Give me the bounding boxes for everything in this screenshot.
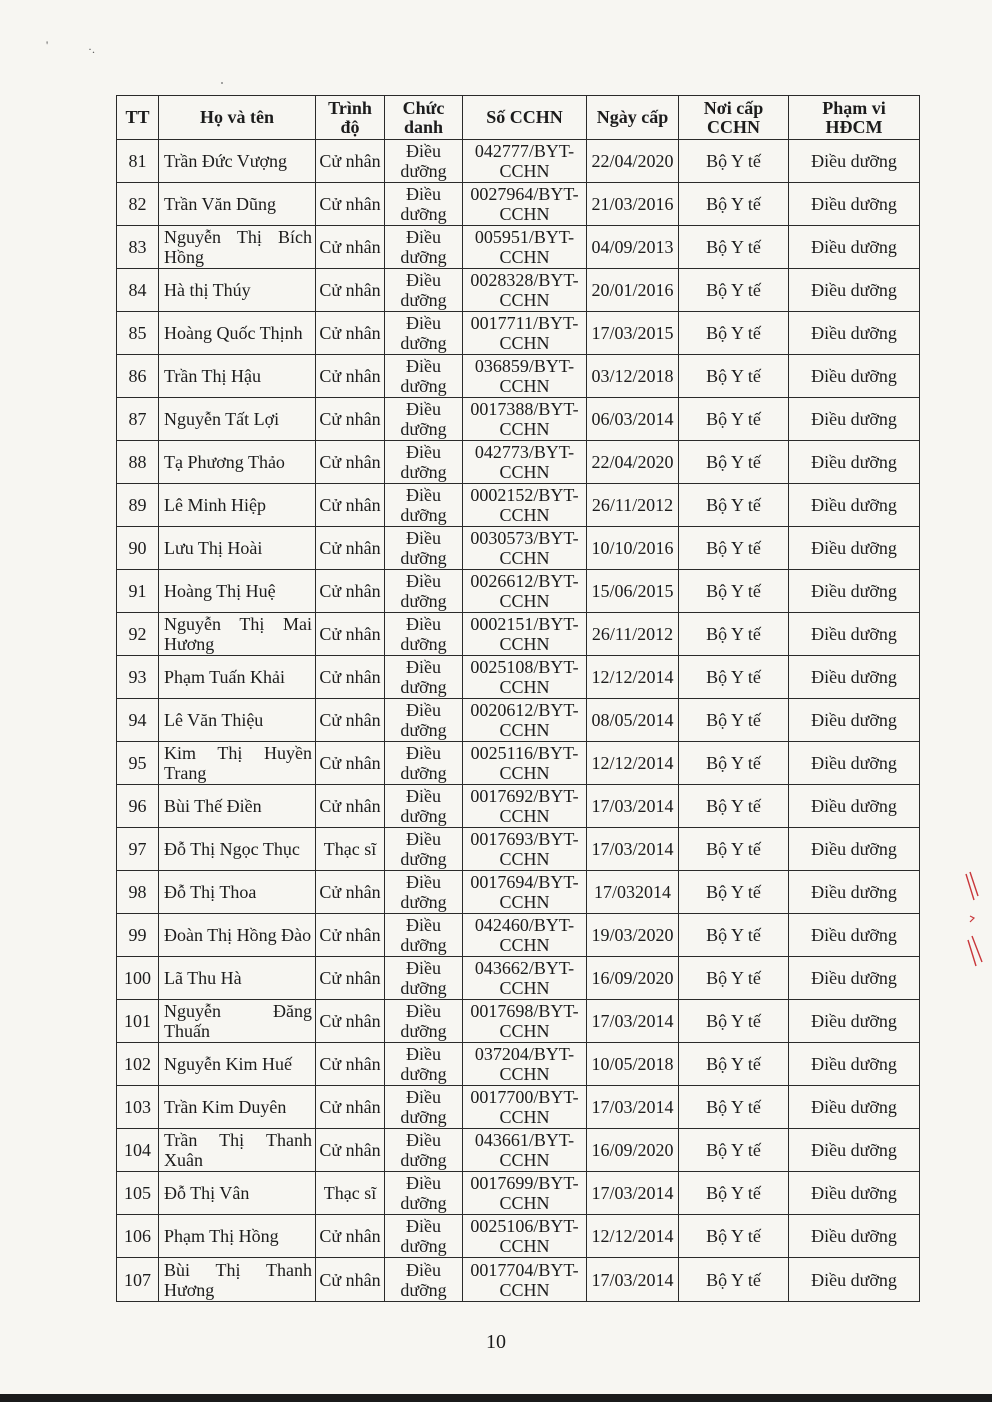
cell-level: Cử nhân	[316, 1215, 385, 1258]
table-row	[117, 484, 920, 527]
cell-tt: 95	[117, 742, 159, 785]
cell-scope: Điều dưỡng	[789, 484, 920, 527]
cell-cert: 0030573/BYT-CCHN	[463, 527, 587, 570]
table-row	[117, 570, 920, 613]
cell-scope: Điều dưỡng	[789, 957, 920, 1000]
cell-tt: 101	[117, 1000, 159, 1043]
cell-tt: 88	[117, 441, 159, 484]
table-row	[117, 1129, 920, 1172]
cell-issuer: Bộ Y tế	[679, 785, 789, 828]
cell-tt: 87	[117, 398, 159, 441]
cell-scope: Điều dưỡng	[789, 656, 920, 699]
cell-title: Điều dưỡng	[385, 1086, 463, 1129]
cell-cert: 0017711/BYT-CCHN	[463, 312, 587, 355]
cell-scope: Điều dưỡng	[789, 441, 920, 484]
cell-date: 10/05/2018	[587, 1043, 679, 1086]
header-cert: Số CCHN	[463, 96, 587, 140]
cell-cert: 0025116/BYT-CCHN	[463, 742, 587, 785]
scan-dot	[221, 82, 223, 84]
cell-level: Cử nhân	[316, 355, 385, 398]
cell-scope: Điều dưỡng	[789, 1043, 920, 1086]
cell-tt: 96	[117, 785, 159, 828]
table-row	[117, 312, 920, 355]
cell-issuer: Bộ Y tế	[679, 484, 789, 527]
cell-tt: 100	[117, 957, 159, 1000]
cell-scope: Điều dưỡng	[789, 699, 920, 742]
cell-scope: Điều dưỡng	[789, 785, 920, 828]
cell-scope: Điều dưỡng	[789, 1172, 920, 1215]
cell-cert: 042460/BYT-CCHN	[463, 914, 587, 957]
cell-issuer: Bộ Y tế	[679, 570, 789, 613]
cell-tt: 103	[117, 1086, 159, 1129]
cell-level: Cử nhân	[316, 312, 385, 355]
cell-issuer: Bộ Y tế	[679, 1258, 789, 1302]
cell-cert: 0028328/BYT-CCHN	[463, 269, 587, 312]
cell-scope: Điều dưỡng	[789, 183, 920, 226]
cell-issuer: Bộ Y tế	[679, 1043, 789, 1086]
cell-name: Nguyễn Tất Lợi	[159, 398, 316, 441]
cell-cert: 042773/BYT-CCHN	[463, 441, 587, 484]
cell-date: 21/03/2016	[587, 183, 679, 226]
cell-name: Tạ Phương Thảo	[159, 441, 316, 484]
header-title: Chức danh	[385, 96, 463, 140]
cell-scope: Điều dưỡng	[789, 1000, 920, 1043]
cell-cert: 0026612/BYT-CCHN	[463, 570, 587, 613]
cell-scope: Điều dưỡng	[789, 355, 920, 398]
table-row	[117, 785, 920, 828]
cell-scope: Điều dưỡng	[789, 914, 920, 957]
cell-cert: 0017694/BYT-CCHN	[463, 871, 587, 914]
cell-issuer: Bộ Y tế	[679, 183, 789, 226]
cell-date: 12/12/2014	[587, 1215, 679, 1258]
cell-cert: 0025108/BYT-CCHN	[463, 656, 587, 699]
cell-scope: Điều dưỡng	[789, 398, 920, 441]
cell-cert: 043661/BYT-CCHN	[463, 1129, 587, 1172]
cell-issuer: Bộ Y tế	[679, 441, 789, 484]
cell-date: 12/12/2014	[587, 742, 679, 785]
cell-issuer: Bộ Y tế	[679, 1086, 789, 1129]
cell-level: Cử nhân	[316, 613, 385, 656]
cell-date: 17/03/2014	[587, 1258, 679, 1302]
cell-scope: Điều dưỡng	[789, 1215, 920, 1258]
header-tt: TT	[117, 96, 159, 140]
cell-scope: Điều dưỡng	[789, 742, 920, 785]
cell-date: 10/10/2016	[587, 527, 679, 570]
header-issuer: Nơi cấp CCHN	[679, 96, 789, 140]
cell-scope: Điều dưỡng	[789, 1258, 920, 1302]
cell-cert: 0027964/BYT-CCHN	[463, 183, 587, 226]
cell-title: Điều dưỡng	[385, 269, 463, 312]
cell-scope: Điều dưỡng	[789, 570, 920, 613]
cell-level: Thạc sĩ	[316, 828, 385, 871]
cell-title: Điều dưỡng	[385, 441, 463, 484]
cell-title: Điều dưỡng	[385, 183, 463, 226]
cell-tt: 105	[117, 1172, 159, 1215]
cell-issuer: Bộ Y tế	[679, 656, 789, 699]
cell-scope: Điều dưỡng	[789, 269, 920, 312]
cell-name: Phạm Thị Hồng	[159, 1215, 316, 1258]
cell-cert: 0017692/BYT-CCHN	[463, 785, 587, 828]
cell-level: Cử nhân	[316, 699, 385, 742]
cell-date: 17/032014	[587, 871, 679, 914]
cell-issuer: Bộ Y tế	[679, 226, 789, 269]
cell-title: Điều dưỡng	[385, 527, 463, 570]
cell-title: Điều dưỡng	[385, 957, 463, 1000]
cell-issuer: Bộ Y tế	[679, 1000, 789, 1043]
cell-level: Cử nhân	[316, 1043, 385, 1086]
table-row	[117, 1215, 920, 1258]
cell-tt: 92	[117, 613, 159, 656]
header-scope: Phạm vi HĐCM	[789, 96, 920, 140]
cell-issuer: Bộ Y tế	[679, 613, 789, 656]
cell-name: Trần Đức Vượng	[159, 140, 316, 183]
cell-title: Điều dưỡng	[385, 312, 463, 355]
cell-tt: 83	[117, 226, 159, 269]
cell-date: 12/12/2014	[587, 656, 679, 699]
table-row	[117, 1172, 920, 1215]
cell-cert: 0017693/BYT-CCHN	[463, 828, 587, 871]
table-row	[117, 269, 920, 312]
cell-name: Lê Văn Thiệu	[159, 699, 316, 742]
cell-name: Nguyễn Đăng Thuấn	[159, 1000, 316, 1043]
cell-title: Điều dưỡng	[385, 1215, 463, 1258]
header-name: Họ và tên	[159, 96, 316, 140]
cell-name: Trần Kim Duyên	[159, 1086, 316, 1129]
cell-title: Điều dưỡng	[385, 914, 463, 957]
cell-title: Điều dưỡng	[385, 871, 463, 914]
cell-name: Đỗ Thị Thoa	[159, 871, 316, 914]
table-row	[117, 527, 920, 570]
table-row	[117, 656, 920, 699]
cell-date: 06/03/2014	[587, 398, 679, 441]
cell-title: Điều dưỡng	[385, 742, 463, 785]
cell-date: 17/03/2014	[587, 1086, 679, 1129]
cell-level: Cử nhân	[316, 1258, 385, 1302]
cell-level: Cử nhân	[316, 1129, 385, 1172]
cell-name: Lã Thu Hà	[159, 957, 316, 1000]
scan-mark: '	[46, 38, 49, 52]
cell-name: Phạm Tuấn Khải	[159, 656, 316, 699]
cell-date: 17/03/2014	[587, 785, 679, 828]
cell-date: 26/11/2012	[587, 613, 679, 656]
cell-tt: 86	[117, 355, 159, 398]
cell-scope: Điều dưỡng	[789, 527, 920, 570]
table-row	[117, 1043, 920, 1086]
cell-scope: Điều dưỡng	[789, 828, 920, 871]
cell-name: Hoàng Thị Huệ	[159, 570, 316, 613]
cell-tt: 93	[117, 656, 159, 699]
cell-cert: 0017700/BYT-CCHN	[463, 1086, 587, 1129]
table-row	[117, 1258, 920, 1302]
cell-date: 15/06/2015	[587, 570, 679, 613]
cell-date: 17/03/2014	[587, 1172, 679, 1215]
cell-date: 22/04/2020	[587, 140, 679, 183]
cell-date: 16/09/2020	[587, 957, 679, 1000]
header-level: Trình độ	[316, 96, 385, 140]
cell-name: Bùi Thế Điền	[159, 785, 316, 828]
cell-title: Điều dưỡng	[385, 828, 463, 871]
cell-cert: 0025106/BYT-CCHN	[463, 1215, 587, 1258]
cell-level: Cử nhân	[316, 441, 385, 484]
cell-level: Cử nhân	[316, 914, 385, 957]
cell-name: Kim Thị Huyền Trang	[159, 742, 316, 785]
cell-name: Đỗ Thị Ngọc Thục	[159, 828, 316, 871]
table-row	[117, 398, 920, 441]
cell-level: Cử nhân	[316, 398, 385, 441]
cell-title: Điều dưỡng	[385, 1129, 463, 1172]
cell-date: 19/03/2020	[587, 914, 679, 957]
cell-issuer: Bộ Y tế	[679, 1129, 789, 1172]
table-body	[117, 140, 920, 1302]
cell-tt: 107	[117, 1258, 159, 1302]
cell-cert: 036859/BYT-CCHN	[463, 355, 587, 398]
table-row	[117, 742, 920, 785]
staff-table	[116, 95, 920, 1302]
cell-tt: 84	[117, 269, 159, 312]
cell-cert: 0002152/BYT-CCHN	[463, 484, 587, 527]
cell-issuer: Bộ Y tế	[679, 742, 789, 785]
cell-title: Điều dưỡng	[385, 140, 463, 183]
cell-tt: 89	[117, 484, 159, 527]
cell-title: Điều dưỡng	[385, 355, 463, 398]
cell-tt: 97	[117, 828, 159, 871]
cell-title: Điều dưỡng	[385, 1172, 463, 1215]
cell-issuer: Bộ Y tế	[679, 269, 789, 312]
table-row	[117, 957, 920, 1000]
cell-cert: 0017704/BYT-CCHN	[463, 1258, 587, 1302]
cell-title: Điều dưỡng	[385, 1258, 463, 1302]
cell-level: Cử nhân	[316, 484, 385, 527]
cell-cert: 0002151/BYT-CCHN	[463, 613, 587, 656]
cell-issuer: Bộ Y tế	[679, 1172, 789, 1215]
cell-level: Thạc sĩ	[316, 1172, 385, 1215]
cell-cert: 005951/BYT-CCHN	[463, 226, 587, 269]
cell-level: Cử nhân	[316, 957, 385, 1000]
cell-level: Cử nhân	[316, 785, 385, 828]
cell-cert: 037204/BYT-CCHN	[463, 1043, 587, 1086]
scan-mark: ·.	[88, 42, 95, 56]
cell-level: Cử nhân	[316, 1086, 385, 1129]
cell-date: 08/05/2014	[587, 699, 679, 742]
cell-issuer: Bộ Y tế	[679, 699, 789, 742]
cell-title: Điều dưỡng	[385, 484, 463, 527]
cell-level: Cử nhân	[316, 226, 385, 269]
cell-date: 20/01/2016	[587, 269, 679, 312]
cell-name: Lê Minh Hiệp	[159, 484, 316, 527]
cell-tt: 94	[117, 699, 159, 742]
cell-level: Cử nhân	[316, 140, 385, 183]
cell-tt: 98	[117, 871, 159, 914]
table-row	[117, 1000, 920, 1043]
cell-title: Điều dưỡng	[385, 613, 463, 656]
scan-bottom-edge	[0, 1394, 992, 1402]
cell-tt: 81	[117, 140, 159, 183]
table-header-row	[117, 96, 920, 140]
cell-scope: Điều dưỡng	[789, 1086, 920, 1129]
cell-issuer: Bộ Y tế	[679, 828, 789, 871]
cell-name: Lưu Thị Hoài	[159, 527, 316, 570]
cell-date: 22/04/2020	[587, 441, 679, 484]
cell-cert: 0017698/BYT-CCHN	[463, 1000, 587, 1043]
cell-tt: 99	[117, 914, 159, 957]
cell-level: Cử nhân	[316, 742, 385, 785]
table-row	[117, 140, 920, 183]
cell-level: Cử nhân	[316, 527, 385, 570]
page-number: 10	[486, 1331, 506, 1353]
cell-level: Cử nhân	[316, 1000, 385, 1043]
cell-cert: 043662/BYT-CCHN	[463, 957, 587, 1000]
cell-name: Trần Văn Dũng	[159, 183, 316, 226]
cell-issuer: Bộ Y tế	[679, 140, 789, 183]
cell-issuer: Bộ Y tế	[679, 871, 789, 914]
table-row	[117, 828, 920, 871]
cell-title: Điều dưỡng	[385, 570, 463, 613]
cell-date: 17/03/2014	[587, 828, 679, 871]
cell-tt: 90	[117, 527, 159, 570]
cell-tt: 106	[117, 1215, 159, 1258]
cell-name: Đỗ Thị Vân	[159, 1172, 316, 1215]
cell-title: Điều dưỡng	[385, 1043, 463, 1086]
cell-tt: 85	[117, 312, 159, 355]
table-row	[117, 226, 920, 269]
cell-date: 17/03/2014	[587, 1000, 679, 1043]
cell-issuer: Bộ Y tế	[679, 398, 789, 441]
cell-scope: Điều dưỡng	[789, 871, 920, 914]
cell-cert: 0017388/BYT-CCHN	[463, 398, 587, 441]
cell-level: Cử nhân	[316, 183, 385, 226]
table-row	[117, 183, 920, 226]
table-row	[117, 699, 920, 742]
cell-issuer: Bộ Y tế	[679, 957, 789, 1000]
cell-name: Hoàng Quốc Thịnh	[159, 312, 316, 355]
cell-tt: 91	[117, 570, 159, 613]
cell-title: Điều dưỡng	[385, 785, 463, 828]
cell-cert: 0017699/BYT-CCHN	[463, 1172, 587, 1215]
cell-title: Điều dưỡng	[385, 699, 463, 742]
cell-date: 03/12/2018	[587, 355, 679, 398]
table-row	[117, 871, 920, 914]
cell-date: 04/09/2013	[587, 226, 679, 269]
cell-level: Cử nhân	[316, 871, 385, 914]
cell-name: Bùi Thị Thanh Hương	[159, 1258, 316, 1302]
cell-cert: 0020612/BYT-CCHN	[463, 699, 587, 742]
cell-name: Nguyễn Thị Bích Hồng	[159, 226, 316, 269]
header-date: Ngày cấp	[587, 96, 679, 140]
cell-scope: Điều dưỡng	[789, 140, 920, 183]
cell-scope: Điều dưỡng	[789, 312, 920, 355]
cell-level: Cử nhân	[316, 570, 385, 613]
cell-issuer: Bộ Y tế	[679, 1215, 789, 1258]
cell-name: Đoàn Thị Hồng Đào	[159, 914, 316, 957]
cell-date: 26/11/2012	[587, 484, 679, 527]
table-row	[117, 914, 920, 957]
cell-scope: Điều dưỡng	[789, 226, 920, 269]
cell-scope: Điều dưỡng	[789, 1129, 920, 1172]
cell-tt: 82	[117, 183, 159, 226]
cell-issuer: Bộ Y tế	[679, 355, 789, 398]
cell-scope: Điều dưỡng	[789, 613, 920, 656]
cell-title: Điều dưỡng	[385, 226, 463, 269]
table-row	[117, 355, 920, 398]
cell-issuer: Bộ Y tế	[679, 527, 789, 570]
cell-issuer: Bộ Y tế	[679, 914, 789, 957]
cell-level: Cử nhân	[316, 656, 385, 699]
cell-tt: 104	[117, 1129, 159, 1172]
cell-cert: 042777/BYT-CCHN	[463, 140, 587, 183]
cell-tt: 102	[117, 1043, 159, 1086]
cell-issuer: Bộ Y tế	[679, 312, 789, 355]
cell-name: Nguyễn Thị Mai Hương	[159, 613, 316, 656]
stamp-edge-mark	[962, 870, 986, 970]
table-row	[117, 1086, 920, 1129]
table-row	[117, 613, 920, 656]
cell-name: Hà thị Thúy	[159, 269, 316, 312]
cell-name: Trần Thị Hậu	[159, 355, 316, 398]
cell-date: 16/09/2020	[587, 1129, 679, 1172]
cell-title: Điều dưỡng	[385, 1000, 463, 1043]
cell-title: Điều dưỡng	[385, 656, 463, 699]
table-row	[117, 441, 920, 484]
cell-level: Cử nhân	[316, 269, 385, 312]
cell-date: 17/03/2015	[587, 312, 679, 355]
cell-name: Nguyễn Kim Huế	[159, 1043, 316, 1086]
cell-title: Điều dưỡng	[385, 398, 463, 441]
cell-name: Trần Thị Thanh Xuân	[159, 1129, 316, 1172]
